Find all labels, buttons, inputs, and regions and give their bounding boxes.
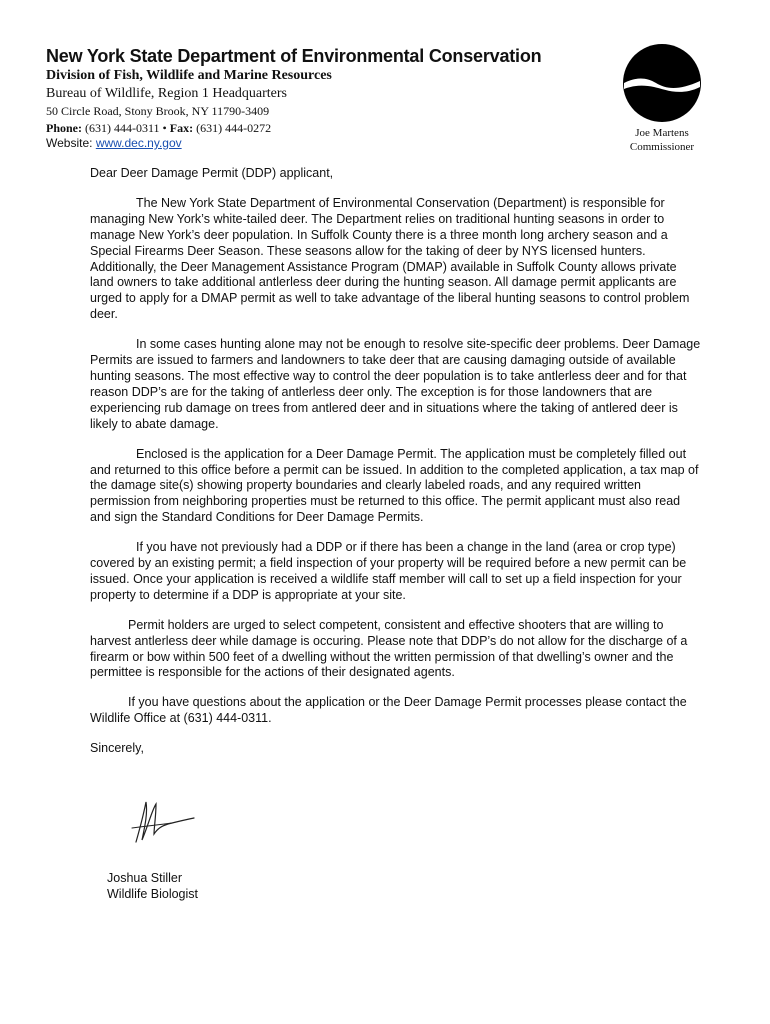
website-label: Website: (46, 136, 93, 150)
contact-line (46, 121, 271, 136)
phone-label: Phone: (46, 121, 82, 135)
division-name: Division of Fish, Wildlife and Marine Resources (46, 68, 332, 83)
commissioner-block (610, 126, 714, 154)
closing: Sincerely, (90, 741, 144, 756)
paragraph-1: The New York State Department of Environmental Conservation (Department) is responsible for managing New York’s white-tailed deer. The Department relies on traditional hunting seasons in order to manage New York’s deer population. In Suffolk County there is a three month long archery season and a Special Firearms Deer Season. These seasons allow for the taking of deer by NYS licensed hunters. Additionally, the Deer Management Assistance Program (DMAP) available in Suffolk County allows private land owners to take additional antlerless deer during the hunting season. All damage permit applicants are urged to apply for a DMAP permit as well to take advantage of the liberal hunting seasons to control problem deer. (90, 195, 690, 322)
dec-logo-icon (622, 43, 702, 123)
fax-number: (631) 444-0272 (196, 121, 272, 135)
signer-title: Wildlife Biologist (107, 887, 199, 901)
fax-label: Fax: (169, 121, 194, 135)
signer-name: Joshua Stiller (107, 871, 183, 885)
paragraph-5: Permit holders are urged to select competent, consistent and effective shooters that are willing to harvest antlerless deer while damage is occuring. Please note that DDP’s do not allow for the discharge of a firearm or bow within 500 feet of a dwelling without the written permission of that dwelling’s owner and the permittee is responsible for the actions of their designated agents. (90, 617, 688, 680)
paragraph-2: In some cases hunting alone may not be enough to resolve site-specific deer problems. Deer Damage Permits are issued to farmers and landowners to take deer that are causing damaging outside of available hunting seasons. The most effective way to control the deer population is to take antlerless deer and for that reason DDP’s are for the taking of antlerless deer only. The exception is for those landowners that are experiencing rub damage on trees from antlered deer and in situations where the taking of antlered deer is likely to abate damage. (90, 337, 701, 431)
bureau-name: Bureau of Wildlife, Region 1 Headquarters (46, 86, 287, 101)
website-link[interactable]: www.dec.ny.gov (95, 136, 182, 150)
signer-block (107, 870, 198, 902)
greeting: Dear Deer Damage Permit (DDP) applicant, (90, 166, 334, 180)
website-line (46, 136, 182, 150)
department-title: New York State Department of Environmental Conservation (46, 46, 542, 66)
commissioner-title: Commissioner (629, 141, 695, 153)
office-address: 50 Circle Road, Stony Brook, NY 11790-3409 (46, 104, 270, 118)
paragraph-6: If you have questions about the application or the Deer Damage Permit processes please contact the Wildlife Office at (631) 444-0311. (90, 695, 687, 726)
phone-number: (631) 444-0311 (85, 121, 160, 135)
separator-bullet: • (162, 121, 167, 135)
signature-icon (128, 798, 198, 848)
commissioner-name: Joe Martens (635, 127, 689, 139)
paragraph-3: Enclosed is the application for a Deer Damage Permit. The application must be completely filled out and returned to this office before a permit can be issued. In addition to the completed application, a tax map of the damage site(s) showing property boundaries and clearly labeled roads, and any required written permission from neighboring properties must be returned to this office. The permit applicant must also read and sign the Standard Conditions for Deer Damage Permits. (90, 446, 699, 525)
paragraph-4: If you have not previously had a DDP or if there has been a change in the land (area or crop type) covered by an existing permit; a field inspection of your property will be required before a new permit can be issued. Once your application is received a wildlife staff member will call to set up a field inspection for your property to determine if a DDP is appropriate at your site. (90, 540, 687, 602)
letter-body (90, 166, 702, 771)
